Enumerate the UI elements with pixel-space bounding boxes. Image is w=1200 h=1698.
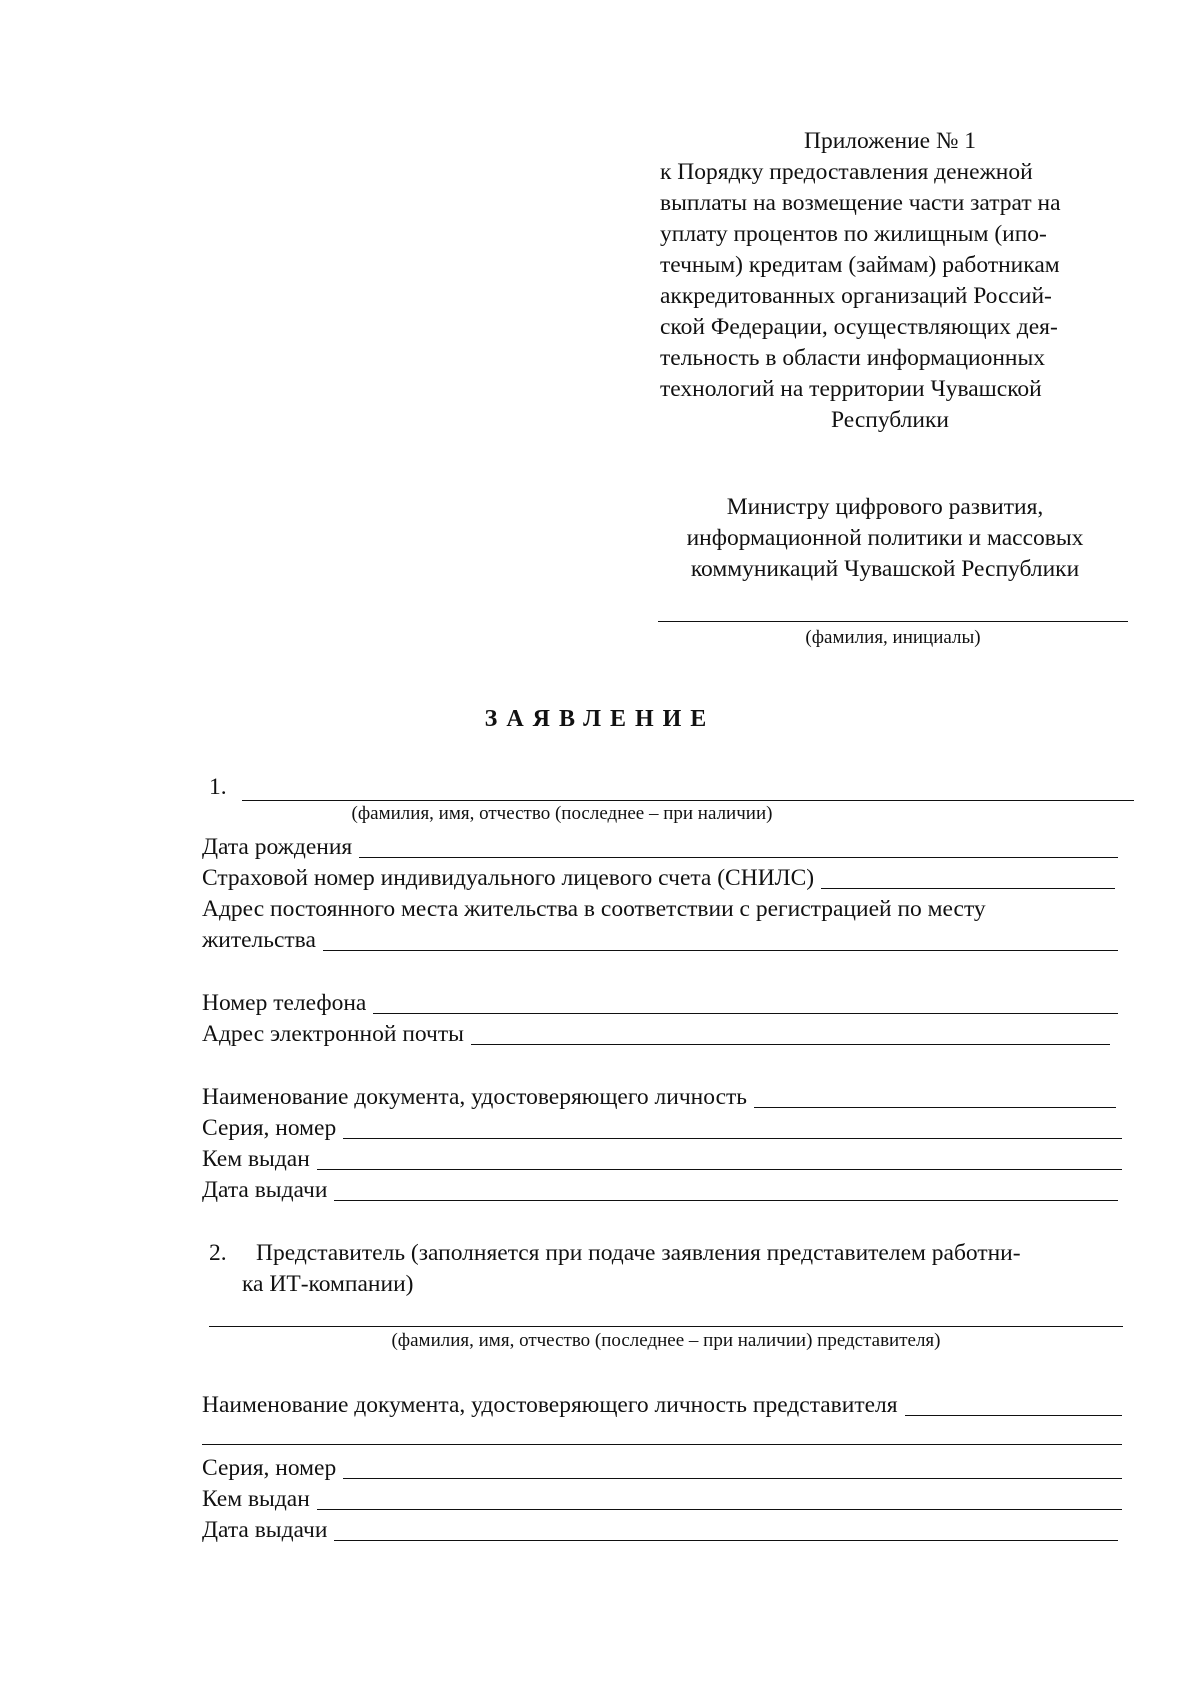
annex-title: Приложение № 1 [803, 128, 977, 154]
addressee-name-caption: (фамилия, инициалы) [805, 627, 981, 648]
annex-line: выплаты на возмещение части затрат на [660, 190, 1061, 216]
addressee-name-field[interactable] [658, 621, 1128, 622]
id-document-field[interactable] [754, 1107, 1116, 1108]
annex-header [660, 126, 1120, 436]
issued-by-row [202, 1144, 1122, 1175]
email-row [202, 1019, 1122, 1050]
issue-date-row [202, 1175, 1122, 1206]
id-document-row [202, 1082, 1122, 1113]
rep-series-number-label: Серия, номер [202, 1455, 337, 1481]
birth-date-row [202, 832, 1122, 863]
phone-row [202, 988, 1122, 1019]
representative-text-line1: Представитель (заполняется при подаче заявления представителем работни- [256, 1240, 1021, 1266]
representative-id-continuation-field[interactable] [202, 1444, 1122, 1445]
snils-label: Страховой номер индивидуального лицевого счета (СНИЛС) [202, 865, 815, 891]
issued-by-label: Кем выдан [202, 1146, 310, 1172]
issued-by-field[interactable] [317, 1169, 1122, 1170]
rep-issued-by-row [202, 1484, 1122, 1515]
birth-date-field[interactable] [359, 857, 1118, 858]
series-number-row [202, 1113, 1122, 1144]
representative-id-row [202, 1390, 1122, 1421]
rep-series-number-row [202, 1453, 1122, 1484]
addressee-line: информационной политики и массовых [686, 525, 1084, 551]
rep-issue-date-field[interactable] [334, 1540, 1118, 1541]
rep-issue-date-label: Дата выдачи [202, 1517, 328, 1543]
phone-field[interactable] [373, 1013, 1118, 1014]
annex-line: течным) кредитам (займам) работникам [660, 252, 1060, 278]
addressee-block [640, 492, 1130, 585]
representative-text-line2: ка ИТ-компании) [242, 1271, 414, 1297]
addressee-line: Министру цифрового развития, [726, 494, 1044, 520]
rep-series-number-field[interactable] [343, 1478, 1122, 1479]
section-1-number: 1. [209, 774, 227, 800]
applicant-fio-field[interactable] [242, 800, 1134, 801]
address-cont-label: жительства [202, 927, 316, 953]
annex-line: технологий на территории Чувашской [660, 376, 1042, 402]
address-row [202, 925, 1122, 956]
annex-line: ской Федерации, осуществляющих дея- [660, 314, 1058, 340]
issue-date-label: Дата выдачи [202, 1177, 328, 1203]
annex-line: аккредитованных организаций Россий- [660, 283, 1052, 309]
annex-line: к Порядку предоставления денежной [660, 159, 1033, 185]
representative-id-label: Наименование документа, удостоверяющего личность представителя [202, 1392, 898, 1418]
section-2-number: 2. [209, 1240, 227, 1266]
birth-date-label: Дата рождения [202, 834, 353, 860]
email-field[interactable] [471, 1044, 1110, 1045]
id-document-label: Наименование документа, удостоверяющего личность [202, 1084, 747, 1110]
rep-issue-date-row [202, 1515, 1122, 1546]
email-label: Адрес электронной почты [202, 1021, 464, 1047]
addressee-line: коммуникаций Чувашской Республики [690, 556, 1080, 582]
snils-field[interactable] [821, 888, 1115, 889]
address-field[interactable] [323, 950, 1118, 951]
applicant-fio-caption: (фамилия, имя, отчество (последнее – при наличии) [351, 803, 773, 824]
address-text: Адрес постоянного места жительства в соответствии с регистрацией по месту [202, 896, 986, 922]
rep-issued-by-field[interactable] [317, 1509, 1122, 1510]
representative-id-field[interactable] [905, 1415, 1122, 1416]
annex-last-line: Республики [831, 407, 949, 433]
phone-label: Номер телефона [202, 990, 367, 1016]
document-title: ЗАЯВЛЕНИЕ [484, 706, 716, 732]
annex-line: уплату процентов по жилищным (ипо- [660, 221, 1047, 247]
representative-fio-field[interactable] [209, 1326, 1123, 1327]
series-number-label: Серия, номер [202, 1115, 337, 1141]
issue-date-field[interactable] [334, 1200, 1118, 1201]
annex-line: тельность в области информационных [660, 345, 1046, 371]
series-number-field[interactable] [343, 1138, 1122, 1139]
rep-issued-by-label: Кем выдан [202, 1486, 310, 1512]
representative-fio-caption: (фамилия, имя, отчество (последнее – при наличии) представителя) [391, 1330, 941, 1351]
snils-row [202, 863, 1122, 894]
